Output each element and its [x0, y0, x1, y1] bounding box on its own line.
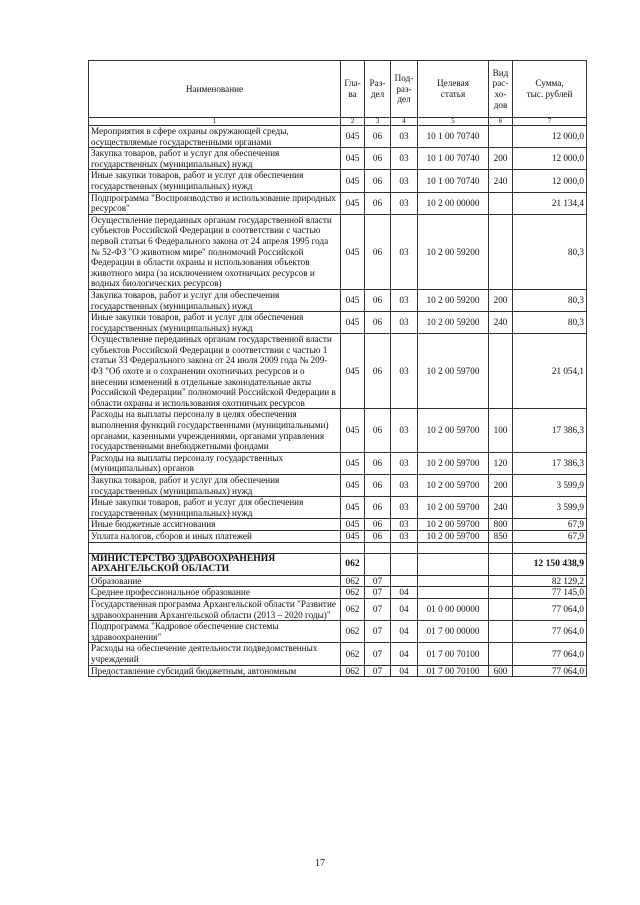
- row-razdel: 06: [365, 214, 391, 289]
- header-target-article: Целевая статья: [418, 61, 489, 118]
- row-razdel: 07: [365, 598, 391, 620]
- row-podrazdel: 03: [391, 519, 418, 531]
- row-podrazdel: 03: [391, 312, 418, 334]
- row-podrazdel: 03: [391, 497, 418, 519]
- row-podrazdel: 04: [391, 621, 418, 643]
- row-expense-type: [489, 621, 513, 643]
- row-name: Иные закупки товаров, работ и услуг для обеспечения государственных (муниципальных) нужд: [89, 170, 341, 192]
- row-sum: 77 064,0: [513, 598, 587, 620]
- page-number: 17: [315, 858, 325, 869]
- row-target-article: 10 1 00 70740: [418, 148, 489, 170]
- row-target-article: 01 7 00 00000: [418, 621, 489, 643]
- row-glava: 045: [341, 519, 365, 531]
- row-expense-type: [489, 553, 513, 575]
- row-glava: 062: [341, 621, 365, 643]
- row-expense-type: 100: [489, 409, 513, 452]
- row-expense-type: 200: [489, 475, 513, 497]
- row-podrazdel: 04: [391, 598, 418, 620]
- row-expense-type: 120: [489, 452, 513, 474]
- table-row: [89, 409, 587, 452]
- row-sum: 12 000,0: [513, 148, 587, 170]
- row-podrazdel: 03: [391, 170, 418, 192]
- table-row: [89, 289, 587, 311]
- row-name: Осуществление переданных органам государственной власти субъектов Российской Федерации в соответствии с частью первой статьи 6 Федерального закона от 24 апреля 1995 года № 52-ФЗ "О животном мире" полномочий Российской Федерации в области охраны и использования объектов животного мира (за исключением охотничьих ресурсов и водных биологических ресурсов): [89, 214, 341, 289]
- table-row: [89, 126, 587, 148]
- row-razdel: 07: [365, 575, 391, 587]
- row-sum: 12 000,0: [513, 170, 587, 192]
- row-sum: 17 386,3: [513, 452, 587, 474]
- row-sum: 3 599,9: [513, 497, 587, 519]
- row-podrazdel: 03: [391, 452, 418, 474]
- row-glava: 045: [341, 409, 365, 452]
- row-name: Закупка товаров, работ и услуг для обеспечения государственных (муниципальных) нужд: [89, 289, 341, 311]
- row-sum: 12 000,0: [513, 126, 587, 148]
- row-sum: 77 064,0: [513, 665, 587, 677]
- col-number: 2: [341, 118, 365, 126]
- row-target-article: 10 2 00 00000: [418, 192, 489, 214]
- row-target-article: [418, 587, 489, 599]
- row-name: Иные закупки товаров, работ и услуг для обеспечения государственных (муниципальных) нужд: [89, 312, 341, 334]
- row-name: Расходы на выплаты персоналу государственных (муниципальных) органов: [89, 452, 341, 474]
- row-target-article: 10 2 00 59700: [418, 519, 489, 531]
- row-sum: 80,3: [513, 312, 587, 334]
- row-razdel: 06: [365, 452, 391, 474]
- row-expense-type: 240: [489, 312, 513, 334]
- row-podrazdel: [391, 575, 418, 587]
- table-row: [89, 621, 587, 643]
- table-row: [89, 598, 587, 620]
- row-sum: 67,9: [513, 519, 587, 531]
- row-podrazdel: 03: [391, 148, 418, 170]
- row-razdel: 06: [365, 126, 391, 148]
- row-target-article: 10 1 00 70740: [418, 170, 489, 192]
- row-glava: 045: [341, 497, 365, 519]
- row-razdel: 06: [365, 170, 391, 192]
- col-number: 7: [513, 118, 587, 126]
- row-podrazdel: [391, 553, 418, 575]
- row-glava: 045: [341, 214, 365, 289]
- header-glava: Гла- ва: [341, 61, 365, 118]
- row-target-article: 10 2 00 59200: [418, 214, 489, 289]
- row-razdel: 07: [365, 587, 391, 599]
- ministry-row: [89, 553, 587, 575]
- header-row: [89, 61, 587, 118]
- row-podrazdel: 03: [391, 475, 418, 497]
- row-glava: 045: [341, 148, 365, 170]
- row-name: Образование: [89, 575, 341, 587]
- row-name: Закупка товаров, работ и услуг для обеспечения государственных (муниципальных) нужд: [89, 475, 341, 497]
- row-expense-type: [489, 598, 513, 620]
- row-target-article: 01 7 00 70100: [418, 643, 489, 665]
- table-row: [89, 643, 587, 665]
- table-row: [89, 148, 587, 170]
- row-name: Иные закупки товаров, работ и услуг для обеспечения государственных (муниципальных) нужд: [89, 497, 341, 519]
- row-name: Осуществление переданных органам государственной власти субъектов Российской Федерации в соответствии с частью 1 статьи 33 Федерального закона от 24 июля 2009 года № 209-ФЗ "Об охоте и о сохранении охотничьих ресурсов и о внесении изменений в отдельные законодательные акты Российской Федерации" полномочий Российской Федерации в области охраны и использования охотничьих ресурсов: [89, 334, 341, 409]
- row-expense-type: [489, 575, 513, 587]
- row-target-article: [418, 575, 489, 587]
- row-name: Расходы на выплаты персоналу в целях обеспечения выполнения функций государственными (муниципальными) органами, казенными учреждениями, органами управления государственными внебюджетными фондами: [89, 409, 341, 452]
- row-target-article: 10 2 00 59700: [418, 409, 489, 452]
- table-row: [89, 452, 587, 474]
- row-razdel: [365, 553, 391, 575]
- row-target-article: 01 7 00 70100: [418, 665, 489, 677]
- row-podrazdel: 03: [391, 530, 418, 542]
- row-glava: 062: [341, 598, 365, 620]
- row-target-article: 10 2 00 59700: [418, 497, 489, 519]
- table-row: [89, 312, 587, 334]
- table-row: [89, 497, 587, 519]
- row-podrazdel: 03: [391, 126, 418, 148]
- row-razdel: 06: [365, 312, 391, 334]
- table-row: [89, 530, 587, 542]
- table-row: [89, 519, 587, 531]
- row-podrazdel: 04: [391, 587, 418, 599]
- row-glava: 045: [341, 289, 365, 311]
- row-sum: 77 145,0: [513, 587, 587, 599]
- row-glava: 045: [341, 452, 365, 474]
- table-row: [89, 192, 587, 214]
- table-row: [89, 214, 587, 289]
- row-sum: 77 064,0: [513, 643, 587, 665]
- row-target-article: 10 2 00 59200: [418, 312, 489, 334]
- row-name: МИНИСТЕРСТВО ЗДРАВООХРАНЕНИЯ АРХАНГЕЛЬСКОЙ ОБЛАСТИ: [89, 553, 341, 575]
- row-target-article: 10 2 00 59700: [418, 475, 489, 497]
- row-glava: 045: [341, 170, 365, 192]
- col-number: 3: [365, 118, 391, 126]
- header-name: Наименование: [89, 61, 341, 118]
- row-podrazdel: 03: [391, 289, 418, 311]
- row-glava: 045: [341, 530, 365, 542]
- row-target-article: 10 2 00 59700: [418, 530, 489, 542]
- row-glava: 062: [341, 553, 365, 575]
- row-target-article: 10 2 00 59700: [418, 452, 489, 474]
- row-name: Среднее профессиональное образование: [89, 587, 341, 599]
- budget-table: [88, 60, 587, 677]
- column-number-row: [89, 118, 587, 126]
- row-podrazdel: 03: [391, 334, 418, 409]
- row-razdel: 07: [365, 665, 391, 677]
- row-name: Мероприятия в сфере охраны окружающей среды, осуществляемые государственными органами: [89, 126, 341, 148]
- row-podrazdel: 04: [391, 643, 418, 665]
- row-expense-type: 850: [489, 530, 513, 542]
- col-number: 6: [489, 118, 513, 126]
- row-razdel: 06: [365, 289, 391, 311]
- row-expense-type: 200: [489, 148, 513, 170]
- row-glava: 062: [341, 575, 365, 587]
- row-razdel: 06: [365, 192, 391, 214]
- spacer-row: [89, 542, 587, 553]
- row-podrazdel: 04: [391, 665, 418, 677]
- row-target-article: 10 2 00 59700: [418, 334, 489, 409]
- row-razdel: 06: [365, 475, 391, 497]
- row-name: Расходы на обеспечение деятельности подведомственных учреждений: [89, 643, 341, 665]
- row-expense-type: 240: [489, 497, 513, 519]
- row-target-article: 10 2 00 59200: [418, 289, 489, 311]
- row-name: Закупка товаров, работ и услуг для обеспечения государственных (муниципальных) нужд: [89, 148, 341, 170]
- row-expense-type: [489, 643, 513, 665]
- row-name: Подпрограмма "Воспроизводство и использование природных ресурсов": [89, 192, 341, 214]
- row-sum: 80,3: [513, 289, 587, 311]
- col-number: 1: [89, 118, 341, 126]
- header-razdel: Раз- дел: [365, 61, 391, 118]
- row-glava: 062: [341, 587, 365, 599]
- row-podrazdel: 03: [391, 214, 418, 289]
- row-sum: 77 064,0: [513, 621, 587, 643]
- table-row: [89, 334, 587, 409]
- row-sum: 21 054,1: [513, 334, 587, 409]
- row-podrazdel: 03: [391, 192, 418, 214]
- row-name: Государственная программа Архангельской области "Развитие здравоохранения Архангельской области (2013 – 2020 годы)": [89, 598, 341, 620]
- row-name: Предоставление субсидий бюджетным, автономным: [89, 665, 341, 677]
- row-sum: 12 150 438,9: [513, 553, 587, 575]
- row-razdel: 06: [365, 409, 391, 452]
- row-expense-type: 200: [489, 289, 513, 311]
- row-glava: 062: [341, 643, 365, 665]
- row-name: Уплата налогов, сборов и иных платежей: [89, 530, 341, 542]
- header-podrazdel: Под- раз- дел: [391, 61, 418, 118]
- row-expense-type: [489, 334, 513, 409]
- row-expense-type: [489, 192, 513, 214]
- col-number: 4: [391, 118, 418, 126]
- row-expense-type: [489, 214, 513, 289]
- row-sum: 82 129,2: [513, 575, 587, 587]
- table-row: [89, 575, 587, 587]
- row-razdel: 06: [365, 148, 391, 170]
- row-expense-type: [489, 587, 513, 599]
- row-expense-type: [489, 126, 513, 148]
- row-razdel: 06: [365, 530, 391, 542]
- header-sum: Сумма, тыс. рублей: [513, 61, 587, 118]
- row-glava: 045: [341, 334, 365, 409]
- table-row: [89, 665, 587, 677]
- row-glava: 045: [341, 126, 365, 148]
- row-glava: 062: [341, 665, 365, 677]
- row-razdel: 07: [365, 643, 391, 665]
- row-glava: 045: [341, 312, 365, 334]
- row-expense-type: 240: [489, 170, 513, 192]
- row-name: Подпрограмма "Кадровое обеспечение системы здравоохранения": [89, 621, 341, 643]
- row-razdel: 06: [365, 497, 391, 519]
- row-sum: 21 134,4: [513, 192, 587, 214]
- row-sum: 17 386,3: [513, 409, 587, 452]
- col-number: 5: [418, 118, 489, 126]
- row-sum: 80,3: [513, 214, 587, 289]
- row-target-article: 01 0 00 00000: [418, 598, 489, 620]
- table-row: [89, 587, 587, 599]
- row-razdel: 06: [365, 334, 391, 409]
- row-razdel: 07: [365, 621, 391, 643]
- header-expense-type: Вид рас- хо- дов: [489, 61, 513, 118]
- row-target-article: [418, 553, 489, 575]
- row-sum: 67,9: [513, 530, 587, 542]
- row-glava: 045: [341, 192, 365, 214]
- row-sum: 3 599,9: [513, 475, 587, 497]
- row-glava: 045: [341, 475, 365, 497]
- row-razdel: 06: [365, 519, 391, 531]
- row-expense-type: 800: [489, 519, 513, 531]
- table-row: [89, 170, 587, 192]
- table-row: [89, 475, 587, 497]
- row-name: Иные бюджетные ассигнования: [89, 519, 341, 531]
- row-target-article: 10 1 00 70740: [418, 126, 489, 148]
- row-expense-type: 600: [489, 665, 513, 677]
- row-podrazdel: 03: [391, 409, 418, 452]
